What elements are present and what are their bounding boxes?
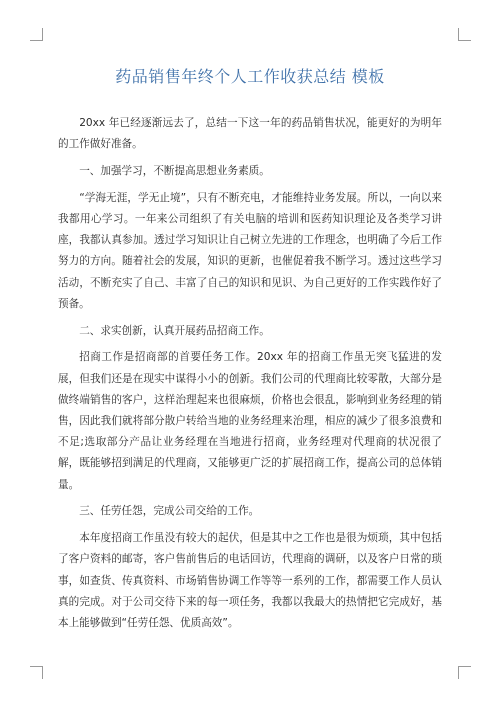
crop-mark-bottom-left [30, 666, 43, 679]
paragraph-intro: 20xx 年已经逐渐远去了，总结一下这一年的药品销售状况，能更好的为明年的工作做好准备。 [58, 117, 442, 151]
document-title: 药品销售年终个人工作收获总结 模板 [115, 67, 385, 86]
section-heading-3: 三、任劳任怨，完成公司交给的工作。 [79, 505, 260, 518]
section-heading-2: 二、求实创新，认真开展药品招商工作。 [79, 324, 270, 337]
crop-mark-bottom-right [458, 666, 471, 679]
section-heading-1: 一、加强学习，不断提高思想业务素质。 [79, 165, 270, 177]
paragraph-recruitment: 招商工作是招商部的首要任务工作。20xx 年的招商工作虽无突飞猛进的发展，但我们还是在现实中谋得小小的创新。我们公司的代理商比较零散，大部分是做终端销售的客户，这样治理起来也很麻烦，价格也会很乱，影响到业务经理的销售，因此我们就将部分散户转给当地的业务经理来治理，相应的减少了很多浪费和不足;选取部分产品让业务经理在当地进行招商，业务经理对代理商的状况很了解，既能够招到满足的代理商，又能够更广泛的扩展招商工作，提高公司的总体销量。 [58, 351, 442, 491]
paragraph-tasks: 本年度招商工作虽没有较大的起伏，但是其中之工作也是很为烦琐，其中包括了客户资料的邮寄，客户售前售后的电话回访，代理商的调研，以及客户日常的琐事，如查货、传真资料、市场销售协调工作等等一系列的工作，都需要工作人员认真的完成。对于公司交待下来的每一项任务，我都以我最大的热情把它完成好，基本上能够做到“任劳任怨、优质高效”。 [58, 532, 442, 630]
crop-mark-top-left [30, 28, 43, 41]
document-body [58, 113, 442, 640]
paragraph-study: “学海无涯，学无止境”，只有不断充电，才能维持业务发展。所以，一向以来我都用心学习。一年来公司组织了有关电脑的培训和医药知识理论及各类学习讲座，我都认真参加。透过学习知识让自己树立先进的工作理念，也明确了今后工作努力的方向。随着社会的发展，知识的更新，也催促着我不断学习。透过这些学习活动，不断充实了自己、丰富了自己的知识和见识、为自己更好的工作实践作好了预备。 [58, 191, 442, 310]
crop-mark-top-right [458, 28, 471, 41]
